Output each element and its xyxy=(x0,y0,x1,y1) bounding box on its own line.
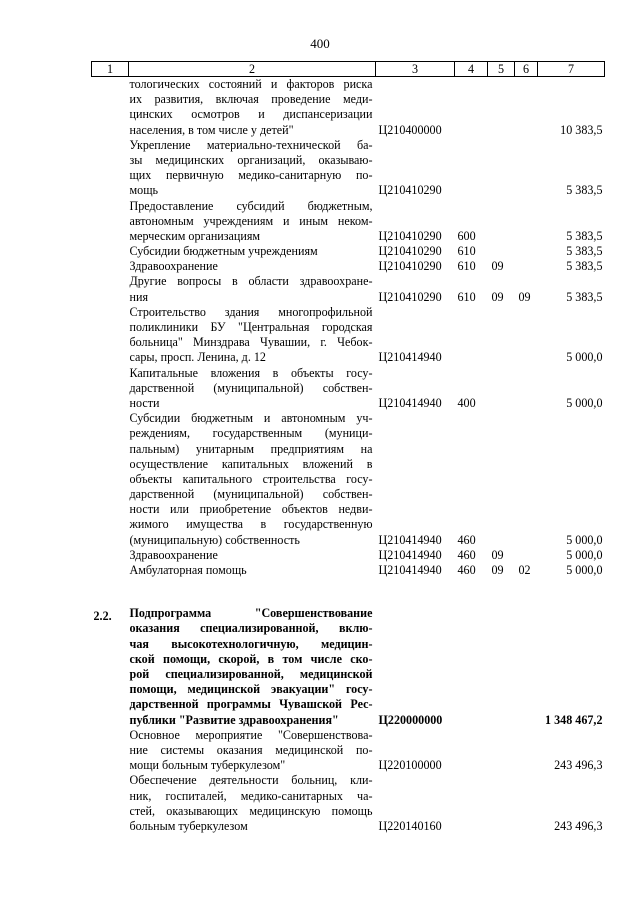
page-number: 400 xyxy=(310,36,330,51)
name-line: Основное мероприятие "Совершенствова- xyxy=(129,727,373,742)
subsection-code xyxy=(515,259,538,274)
table-row xyxy=(92,274,605,304)
amount-value: 5 383,5 xyxy=(566,183,603,198)
target-article-code: Ц210400000 xyxy=(378,122,442,137)
row-number xyxy=(92,244,129,259)
row-name xyxy=(129,244,376,259)
row-name xyxy=(129,606,376,728)
name-line: рой специализированной, медицинской xyxy=(129,667,373,681)
row-name xyxy=(129,77,376,138)
subsection-code xyxy=(515,606,538,728)
amount-value: 243 496,3 xyxy=(554,758,603,773)
name-line: тологических состояний и факторов риска xyxy=(129,77,373,91)
name-line: ности xyxy=(129,395,160,410)
name-line: больным туберкулезом xyxy=(129,818,248,833)
header-row xyxy=(92,62,605,77)
expense-type-code: 460 xyxy=(457,532,476,547)
amount-value: 5 000,0 xyxy=(566,547,603,562)
subsection-code xyxy=(515,138,538,199)
target-article-code: Ц210414940 xyxy=(378,532,442,547)
target-article-code: Ц210410290 xyxy=(378,259,442,274)
row-number: 2.2. xyxy=(93,609,112,624)
target-article-code: Ц210410290 xyxy=(378,289,442,304)
table-row xyxy=(92,773,605,834)
subsection-code xyxy=(515,773,538,834)
table-row xyxy=(92,77,605,138)
target-article-code: Ц210410290 xyxy=(378,228,442,243)
row-name xyxy=(129,728,376,774)
name-line: поликлиники БУ "Центральная городская xyxy=(129,320,373,335)
name-line: Предоставление субсидий бюджетным, xyxy=(129,198,373,213)
amount-value: 5 383,5 xyxy=(566,244,603,259)
name-line: жимого имущества в государственную xyxy=(129,517,373,532)
name-line: (муниципальную) собственность xyxy=(129,532,300,547)
amount-value: 5 383,5 xyxy=(566,289,603,304)
table-row xyxy=(92,305,605,366)
table-header xyxy=(92,62,605,77)
subsection-code xyxy=(515,77,538,138)
name-line: дарственной (муниципальной) собствен- xyxy=(129,487,373,502)
subsection-code xyxy=(515,548,538,563)
name-line: автономным учреждениям и иным неком- xyxy=(129,213,373,228)
name-line: больница" Минздрава Чувашии, г. Чебок- xyxy=(129,335,373,350)
table-row xyxy=(92,259,605,274)
table-row xyxy=(92,606,605,728)
subsection-code: 09 xyxy=(518,289,531,304)
budget-table xyxy=(91,61,605,834)
subsection-code xyxy=(515,366,538,412)
target-article-code: Ц210414940 xyxy=(378,395,442,410)
header-cell-5: 5 xyxy=(488,62,515,77)
name-line: Здравоохранение xyxy=(129,259,218,274)
target-article-code: Ц210414940 xyxy=(378,547,442,562)
name-line: щих первичную медико-санитарную по- xyxy=(129,168,373,183)
amount-value: 243 496,3 xyxy=(554,818,603,833)
row-name xyxy=(129,259,376,274)
expense-type-code: 400 xyxy=(457,395,476,410)
amount-value: 5 000,0 xyxy=(566,350,603,365)
expense-type-code xyxy=(455,773,488,834)
expense-type-code xyxy=(455,728,488,774)
section-code: 09 xyxy=(491,563,504,578)
section-code xyxy=(488,728,515,774)
row-number xyxy=(92,366,129,412)
amount-value: 5 000,0 xyxy=(566,532,603,547)
table-row xyxy=(92,548,605,563)
row-number xyxy=(92,728,129,774)
expense-type-code xyxy=(455,305,488,366)
amount-value: 5 383,5 xyxy=(566,259,603,274)
section-code xyxy=(488,138,515,199)
row-number xyxy=(92,773,129,834)
name-line: оказания специализированной, вклю- xyxy=(129,621,373,636)
row-name xyxy=(129,548,376,563)
header-cell-2: 2 xyxy=(129,62,376,77)
section-code: 09 xyxy=(491,547,504,562)
expense-type-code xyxy=(455,77,488,138)
row-name xyxy=(129,274,376,304)
row-number xyxy=(92,138,129,199)
name-line: Строительство здания многопрофильной xyxy=(129,304,373,319)
target-article-code: Ц220000000 xyxy=(378,712,443,727)
name-line: Другие вопросы в области здравоохране- xyxy=(129,274,373,289)
row-name xyxy=(129,411,376,548)
section-code xyxy=(488,411,515,548)
section-code: 09 xyxy=(491,289,504,304)
row-name xyxy=(129,366,376,412)
amount-value: 1 348 467,2 xyxy=(545,712,603,727)
spacer-row xyxy=(92,578,605,606)
section-code: 09 xyxy=(491,259,504,274)
name-line: цинских осмотров и диспансеризации xyxy=(129,107,373,122)
row-number xyxy=(92,411,129,548)
subsection-code xyxy=(515,728,538,774)
name-line: объекты капитального строительства госу- xyxy=(129,471,373,486)
target-article-code: Ц220140160 xyxy=(378,818,442,833)
row-number xyxy=(92,274,129,304)
name-line: Здравоохранение xyxy=(129,547,218,562)
name-line: дарственной программы Чувашской Рес- xyxy=(129,697,373,712)
header-cell-1: 1 xyxy=(92,62,129,77)
name-line: мощь xyxy=(129,183,159,198)
name-line: их развития, включая проведение меди- xyxy=(129,92,373,107)
expense-type-code xyxy=(455,606,488,728)
name-line: Субсидии бюджетным учреждениям xyxy=(129,244,318,259)
subsection-code xyxy=(515,411,538,548)
name-line: зы медицинских организаций, оказываю- xyxy=(129,152,373,167)
subsection-code: 02 xyxy=(518,563,531,578)
name-line: помощи, медицинской эвакуации" госу- xyxy=(129,682,373,697)
table-row xyxy=(92,138,605,199)
header-cell-4: 4 xyxy=(455,62,488,77)
table-row xyxy=(92,244,605,259)
row-name xyxy=(129,199,376,245)
row-number xyxy=(92,563,129,578)
expense-type-code: 610 xyxy=(457,289,476,304)
row-number xyxy=(92,199,129,245)
section-code xyxy=(488,366,515,412)
expense-type-code: 460 xyxy=(457,547,476,562)
name-line: Подпрограмма "Совершенствование xyxy=(129,606,373,621)
table-row xyxy=(92,563,605,578)
header-cell-7: 7 xyxy=(538,62,605,77)
name-line: Амбулаторная помощь xyxy=(129,563,247,578)
row-number xyxy=(92,259,129,274)
expense-type-code: 460 xyxy=(457,563,476,578)
row-number xyxy=(92,305,129,366)
expense-type-code xyxy=(455,138,488,199)
table-row xyxy=(92,411,605,548)
row-name xyxy=(129,138,376,199)
name-line: чая высокотехнологичную, медицин- xyxy=(129,636,373,651)
name-line: реждениям, государственным (муници- xyxy=(129,426,373,441)
target-article-code: Ц210414940 xyxy=(378,350,442,365)
name-line: стей, оказывающих медицинскую помощь xyxy=(129,803,373,818)
section-code xyxy=(488,77,515,138)
subsection-code xyxy=(515,305,538,366)
target-article-code: Ц210414940 xyxy=(378,563,442,578)
section-code xyxy=(488,199,515,245)
table-row xyxy=(92,728,605,774)
row-name xyxy=(129,773,376,834)
name-line: сары, просп. Ленина, д. 12 xyxy=(129,350,266,365)
section-code xyxy=(488,305,515,366)
name-line: публики "Развитие здравоохранения" xyxy=(129,712,339,727)
name-line: Обеспечение деятельности больниц, кли- xyxy=(129,773,373,788)
expense-type-code: 610 xyxy=(457,259,476,274)
target-article-code: Ц210410290 xyxy=(378,244,442,259)
subsection-code xyxy=(515,244,538,259)
row-number xyxy=(92,77,129,138)
expense-type-code: 600 xyxy=(457,228,476,243)
amount-value: 5 000,0 xyxy=(566,395,603,410)
name-line: осуществление капитальных вложений в xyxy=(129,456,373,471)
header-cell-6: 6 xyxy=(515,62,538,77)
name-line: ние системы оказания медицинской по- xyxy=(129,742,373,757)
spacer-cell xyxy=(92,578,605,606)
table-row xyxy=(92,199,605,245)
name-line: дарственной (муниципальной) собствен- xyxy=(129,380,373,395)
name-line: ник, госпиталей, медико-санитарных ча- xyxy=(129,788,373,803)
amount-value: 10 383,5 xyxy=(560,122,603,137)
target-article-code: Ц210410290 xyxy=(378,183,442,198)
name-line: ской помощи, скорой, в том числе ско- xyxy=(129,651,373,666)
header-cell-3: 3 xyxy=(376,62,455,77)
name-line: ния xyxy=(129,289,149,304)
name-line: населения, в том числе у детей" xyxy=(129,122,294,137)
target-article-code: Ц220100000 xyxy=(378,758,442,773)
name-line: Укрепление материально-технической ба- xyxy=(129,137,373,152)
name-line: пальным) унитарным предприятиям на xyxy=(129,441,373,456)
row-name xyxy=(129,563,376,578)
name-line: Капитальные вложения в объекты госу- xyxy=(129,365,373,380)
table-row xyxy=(92,366,605,412)
section-code xyxy=(488,606,515,728)
table-body xyxy=(92,77,605,835)
name-line: мерческим организациям xyxy=(129,228,261,243)
name-line: ности или приобретение объектов недви- xyxy=(129,502,373,517)
name-line: Субсидии бюджетным и автономным уч- xyxy=(129,411,373,426)
row-number xyxy=(92,548,129,563)
name-line: мощи больным туберкулезом" xyxy=(129,758,286,773)
section-code xyxy=(488,244,515,259)
expense-type-code: 610 xyxy=(457,244,476,259)
section-code xyxy=(488,773,515,834)
row-name xyxy=(129,305,376,366)
amount-value: 5 383,5 xyxy=(566,228,603,243)
amount-value: 5 000,0 xyxy=(566,563,603,578)
subsection-code xyxy=(515,199,538,245)
